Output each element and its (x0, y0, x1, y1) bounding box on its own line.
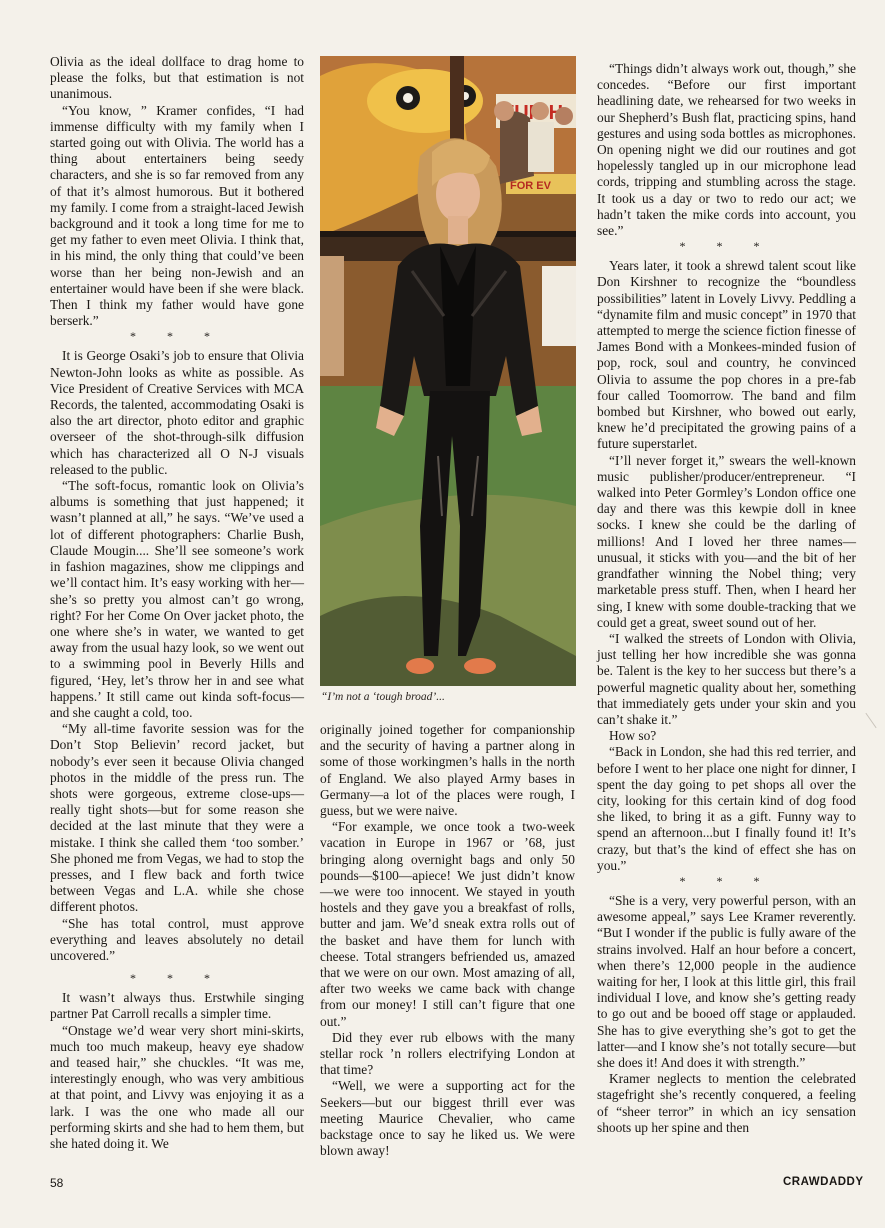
paragraph: “My all-time favorite session was for the Don’t Stop Believin’ record jacket, but nobody’s ever seen it because Olivia changed photos in the middle of the press run. The shots were gorgeous, extreme close-ups—really tight shots—but for some reason she decided at the last minute that they were a mistake. I think she called them ‘too somber.’ She phoned me from Vegas, we had to stop the presses, and I flew back and forth twice between Vegas and L.A. while she chose different photos. (50, 721, 304, 915)
paragraph: Olivia as the ideal dollface to drag home to please the folks, but that estimation is not unanimous. (50, 54, 304, 102)
paragraph: “I’ll never forget it,” swears the well-known music publisher/producer/entrepreneur. “I walked into Peter Gormley’s London office one day and there was this kewpie doll in knee socks. I knew she could be the darling of millions! And I loved her three names—unusual, it sticks with you—and the bit of her grandfather winning the Nobel thing; very marketable press stuff. Then, when I heard her sing, I knew with some double-tracking that we could get a great, sweet sound out of her. (597, 452, 856, 630)
article-photo (320, 56, 576, 686)
paragraph: Did they ever rub elbows with the many stellar rock ’n rollers electrifying London at that time? (320, 1029, 575, 1078)
column-2 (320, 722, 575, 1159)
paragraph: It is George Osaki’s job to ensure that Olivia Newton-John looks as white as possible. As Vice President of Creative Services with MCA Records, the talented, accommodating Osaki is also the art director, photo editor and graphic overseer of the shot-through-silk diffusion which has characterized all O N-J visuals released to the public. (50, 348, 304, 477)
paragraph: “The soft-focus, romantic look on Olivia’s albums is something that just happened; it wasn’t planned at all,” he says. “We’ve used a lot of different photographers: Charlie Bush, Claude Mougin.... She’ll see someone’s work in fashion magazines, show me clippings and we’ll contact him. It’s easy working with her—she’s so pretty you almost can’t go wrong, right? For her Come On Over jacket photo, the one where she’s in water, we wanted to get away from the usual hazy look, so we went out to a swimming pool in Beverly Hills and figured, ‘Hey, let’s throw her in and see what happens.’ It still came out kinda soft-focus—and she caught a cold, too. (50, 478, 304, 720)
section-break: * * * (130, 971, 224, 986)
paragraph: “I walked the streets of London with Olivia, just telling her how incredible she was gonna be. Talent is the key to her success but there’s a powerful magnetic quality about her, something that immediately gets under your skin and you can’t shake it.” (597, 630, 856, 727)
paragraph: “Back in London, she had this red terrier, and before I went to her place one night for dinner, I spent the day going to pet shops all over the city, looking for this certain kind of dog food she liked, to bring it as a gift. Funny way to spend an afternoon...but I finally found it! It’s crazy, but that’s the kind of effect she has on you.” (597, 744, 856, 873)
photo-caption: “I’m not a ‘tough broad’... (321, 691, 445, 703)
paragraph: Kramer neglects to mention the celebrated stagefright she’s recently conquered, a feeling of “sheer terror” in which an icy sensation shoots up her spine and then (597, 1071, 856, 1135)
paragraph: How so? (609, 728, 657, 744)
column-1 (50, 54, 304, 1152)
section-break: * * * (679, 873, 774, 888)
page-number: 58 (50, 1176, 64, 1190)
paragraph: “She is a very, very powerful person, with an awesome appeal,” says Lee Kramer reverently. “But I wonder if the public is fully aware of the strains involved. Half an hour before a concert, when there’s 12,000 people in the audience waiting for her, I look at this little girl, this frail individual I love, and know she’s getting ready to go out and be booed off stage or applauded. She has to give everything she’s got to get the latter—and I know she’s not totally secure—but she does it! And does it with strength.” (597, 892, 856, 1070)
photo-of-woman-in-leather-jacket-icon (320, 56, 576, 686)
paragraph: “Things didn’t always work out, though,” she concedes. “Before our first important headlining date, we rehearsed for two weeks in our Shepherd’s Bush flat, practicing spins, hand gestures and using soda bottles as microphones. On opening night we did our routines and got hopelessly tangled up in our microphone lead cords, tripping and stumbling across the stage. It took us a day or two to redo our act; we hadn’t taken the mike cords into account, you see.” (597, 61, 856, 239)
column-3 (597, 61, 856, 1136)
sign-text-2: FOR EV (510, 180, 551, 192)
paragraph: “Onstage we’d wear very short mini-skirts, much too much makeup, heavy eye shadow and teased hair,” she chuckles. “It was me, interestingly enough, who was very ambitious at that point, and Livvy was enjoying it as a lark. I was the one who made all our performing skirts and she had to hem them, but she hated doing it. We (50, 1022, 304, 1151)
section-break: * * * (130, 329, 224, 344)
paragraph: It wasn’t always thus. Erstwhile singing partner Pat Carroll recalls a simpler time. (50, 990, 304, 1022)
paragraph: “For example, we once took a two-week vacation in Europe in 1967 or ’68, just bringing along overnight bags and only 50 pounds—$100—apiece! We just didn’t know—we were too innocent. We stayed in youth hostels and they gave you a breakfast of rolls, butter and jam. We’d sneak extra rolls out of the basket and have them for lunch with cheese. Total strangers befriended us, amazed that we were on our own. Most amazing of all, after two weeks we came back with change from our money! I still can’t figure that one out.” (320, 819, 575, 1029)
section-break: * * * (679, 239, 774, 254)
paragraph: “You know, ” Kramer confides, “I had immense difficulty with my family when I started going out with Olivia. The world has a thing about entertainers being seedy characters, and she is so far removed from any of that it’s almost humorous. But it bothered my family. I come from a straight-laced Jewish background and it took a long time for me to get my father to even meet Olivia. I think that, in his mind, the only thing that could’ve been worse than her being non-Jewish and an entertainer would have been if she were black. Then I think my father would have gone berserk.” (50, 102, 304, 329)
magazine-name: CRAWDADDY (783, 1176, 864, 1188)
paragraph: Years later, it took a shrewd talent scout like Don Kirshner to recognize the “boundless possibilities” latent in Lovely Livvy. Peddling a “dynamite film and music concept” in 1970 that attempted to merge the science fiction finesse of James Bond with a Monkees-minded fusion of pop, rock, soul and country, he convinced Olivia to assume the pop chores in a pre-fab four called Toomorrow. The band and film bombed but Kirshner, who bowed out early, knew he’d precipitated the growing pains of a future superstarlet. (597, 258, 856, 452)
page-edge-mark (865, 713, 876, 728)
sign-text: FUN (502, 102, 544, 124)
paragraph: “Well, we were a supporting act for the Seekers—but our biggest thrill ever was meeting Maurice Chevalier, who came backstage once to say he liked us. We were blown away! (320, 1078, 575, 1159)
paragraph: originally joined together for companionship and the security of having a partner along in some of those workingmen’s halls in the north of England. We also played Army bases in Germany—a lot of the places were rough, I guess, but we were naive. (320, 722, 575, 819)
paragraph: “She has total control, must approve everything and leaves absolutely no detail uncovered.” (50, 915, 304, 963)
